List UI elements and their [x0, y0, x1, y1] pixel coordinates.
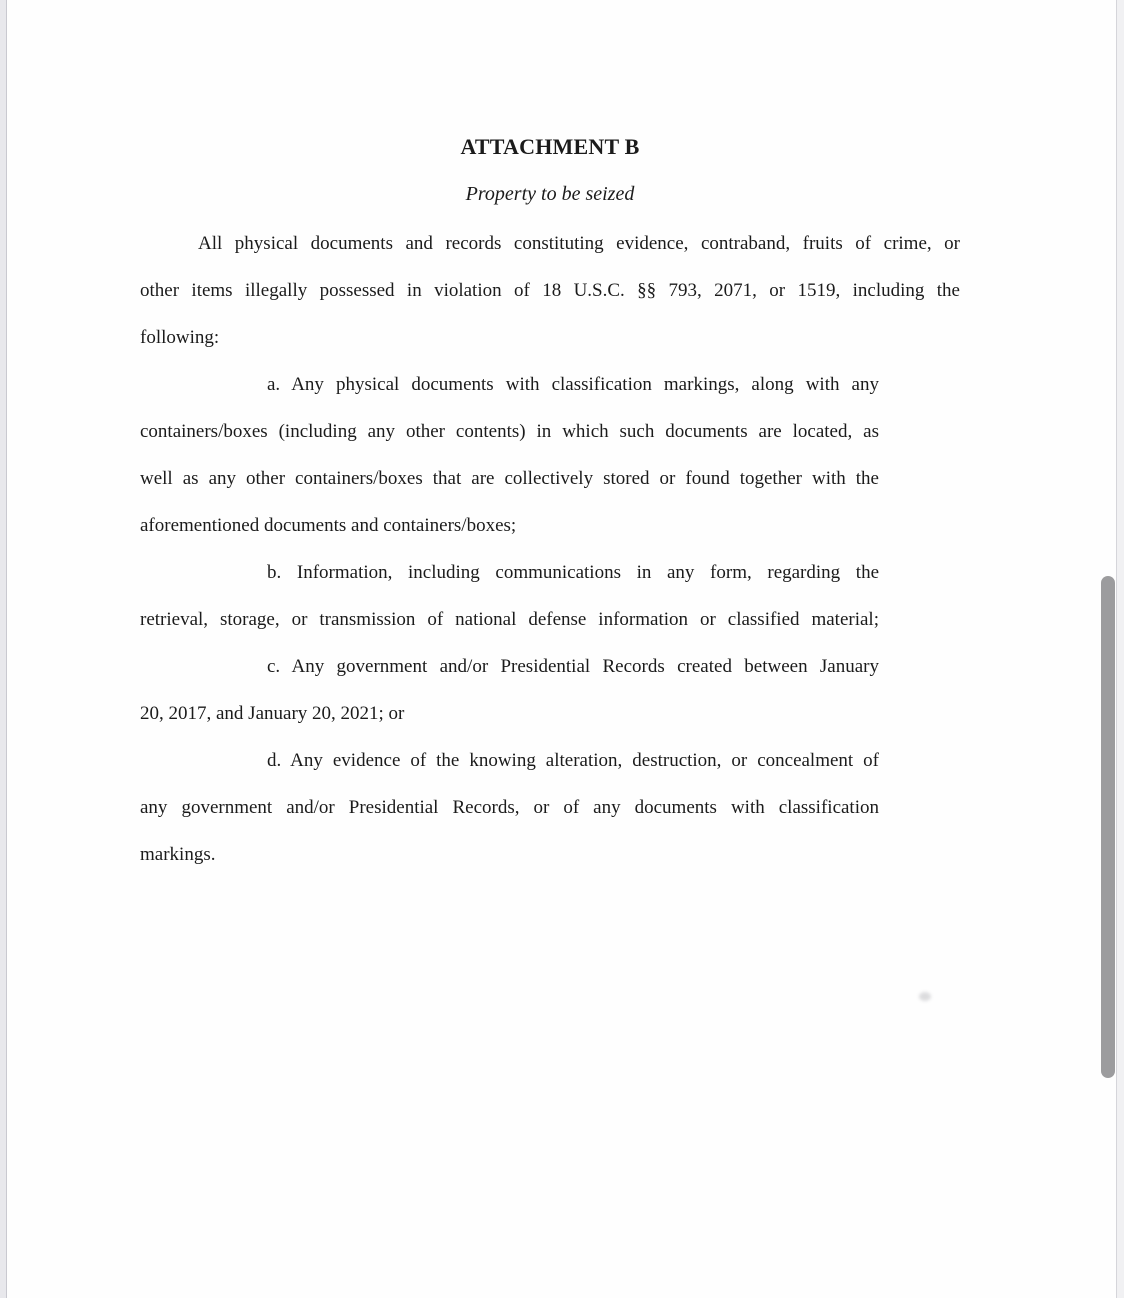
document-title: ATTACHMENT B: [460, 134, 640, 159]
document-subtitle: Property to be seized: [465, 183, 635, 205]
item-a-line-2: containers/boxes (including any other contents) in which such documents are located, as: [140, 421, 879, 442]
item-d-line-1: d. Any evidence of the knowing alteration, destruction, or concealment of: [267, 750, 879, 771]
item-c-line-1: c. Any government and/or Presidential Records created between January: [267, 656, 879, 677]
item-c-paragraph: [140, 643, 879, 737]
item-d-line-3: markings.: [140, 844, 216, 865]
document-page: [7, 0, 1116, 1298]
item-a-line-1: a. Any physical documents with classification markings, along with any: [267, 374, 879, 395]
item-a-line-4: aforementioned documents and containers/boxes;: [140, 515, 517, 536]
document-text: [140, 220, 960, 878]
item-d-paragraph: [140, 737, 879, 878]
scrollbar-track[interactable]: [1116, 0, 1124, 1298]
item-b-paragraph: [140, 549, 879, 643]
scrollbar-thumb[interactable]: [1101, 576, 1115, 1078]
item-a-line-3: well as any other containers/boxes that are collectively stored or found together with the: [140, 468, 879, 489]
item-d-line-2: any government and/or Presidential Records, or of any documents with classification: [140, 797, 879, 818]
scan-artifact: [919, 992, 931, 1001]
item-b-line-1: b. Information, including communications in any form, regarding the: [267, 562, 879, 583]
intro-line-2: other items illegally possessed in violation of 18 U.S.C. §§ 793, 2071, or 1519, including the: [140, 280, 960, 301]
item-a-paragraph: [140, 361, 879, 549]
left-page-gutter: [0, 0, 7, 1298]
item-b-line-2: retrieval, storage, or transmission of national defense information or classified material;: [140, 609, 879, 630]
intro-line-1: All physical documents and records constituting evidence, contraband, fruits of crime, or: [198, 233, 960, 254]
intro-line-3: following:: [140, 327, 220, 348]
intro-paragraph: [140, 220, 960, 361]
item-c-line-2: 20, 2017, and January 20, 2021; or: [140, 703, 405, 724]
